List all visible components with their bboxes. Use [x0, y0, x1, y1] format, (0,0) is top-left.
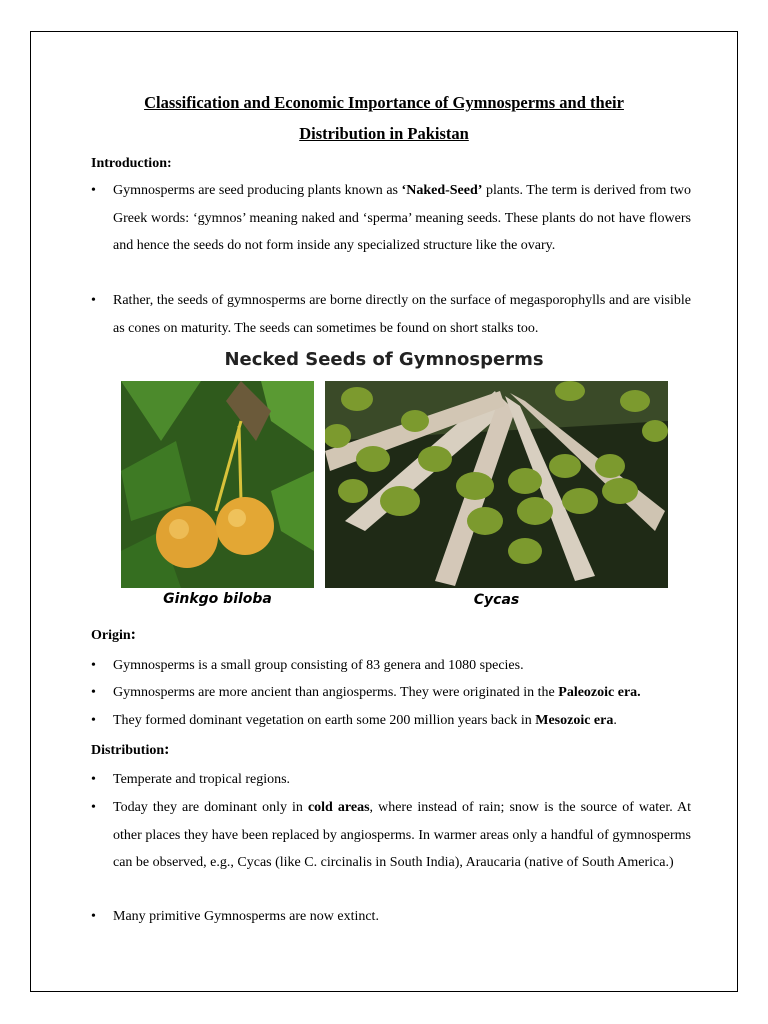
document-title-line-2: Distribution in Pakistan — [299, 124, 469, 143]
distribution-bullet-2: • Today they are dominant only in cold areas, where instead of rain; snow is the source of water. At other places they have been replaced by angiosperms. In warmer areas only a handful of gymnosperms can be observed, e.g., Cycas (like C. circinalis in South India), Araucaria (native of South America.) — [91, 794, 691, 877]
origin-heading: Origin: — [91, 626, 136, 643]
introduction-heading: Introduction: — [91, 156, 172, 171]
cold-areas-term: cold areas — [307, 800, 370, 815]
ginkgo-biloba-photo — [121, 381, 314, 588]
intro-bullet-1: • Gymnosperms are seed producing plants known as ‘Naked-Seed’ plants. The term is derived from two Greek words: ‘gymnos’ meaning naked and ‘sperma’ meaning seeds. These plants do not have flowers and hence the seeds do not form inside any specialized structure like the ovary. — [91, 177, 691, 260]
bullet-dot: • — [91, 772, 96, 787]
mesozoic-era-term: Mesozoic era — [535, 713, 614, 728]
bullet-dot: • — [91, 658, 96, 673]
bullet-dot: • — [91, 183, 96, 198]
paleozoic-era-term: Paleozoic era. — [558, 685, 641, 700]
document-title-line-1: Classification and Economic Importance of Gymnosperms and their — [144, 93, 624, 112]
distribution-heading: Distribution: — [91, 741, 170, 758]
bullet-dot: • — [91, 713, 96, 728]
ginkgo-caption: Ginkgo biloba — [163, 591, 272, 607]
distribution-bullet-1: • Temperate and tropical regions. — [91, 766, 691, 794]
bullet-dot: • — [91, 685, 96, 700]
distribution-bullet-3: • Many primitive Gymnosperms are now extinct. — [91, 903, 691, 931]
origin-bullet-2: • Gymnosperms are more ancient than angiosperms. They were originated in the Paleozoic era. — [91, 679, 691, 707]
naked-seed-term: ‘Naked-Seed’ — [401, 183, 483, 198]
bullet-dot: • — [91, 293, 96, 308]
intro-bullet-2: • Rather, the seeds of gymnosperms are borne directly on the surface of megasporophylls and are visible as cones on maturity. The seeds can sometimes be found on short stalks too. — [91, 287, 691, 342]
origin-bullet-1: • Gymnosperms is a small group consisting of 83 genera and 1080 species. — [91, 652, 691, 680]
origin-bullet-3: • They formed dominant vegetation on earth some 200 million years back in Mesozoic era. — [91, 707, 691, 735]
cycas-caption: Cycas — [473, 592, 520, 608]
cycas-photo — [325, 381, 668, 588]
bullet-dot: • — [91, 800, 96, 815]
bullet-dot: • — [91, 909, 96, 924]
figure-title: Necked Seeds of Gymnosperms — [224, 349, 544, 370]
